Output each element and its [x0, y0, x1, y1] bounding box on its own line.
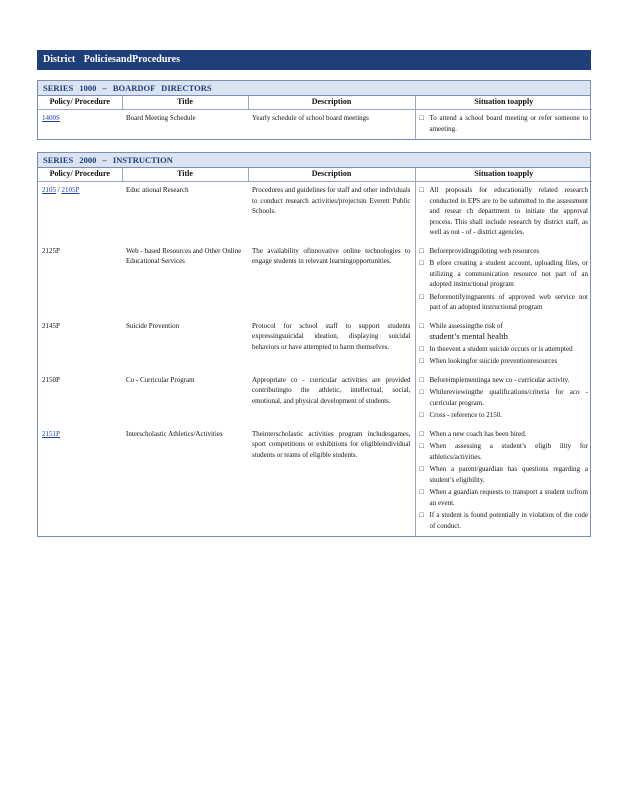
situation-item [420, 375, 589, 386]
situation-cell [415, 426, 592, 537]
checkbox-square-icon: □ [419, 375, 424, 384]
policy-description: Appropriate co - curricular activities are provided contributingto the athletic, intellectual, social, emotional, and physical development of students. [252, 375, 411, 405]
policy-title: Suicide Prevention [126, 321, 180, 330]
series-section [37, 152, 591, 537]
policy-title: Interscholastic Athletics/Activities [126, 429, 223, 438]
situation-item [420, 258, 589, 290]
checkbox-square-icon: □ [419, 186, 424, 194]
column-header-policy: Policy/ Procedure [38, 168, 122, 182]
policy-link[interactable]: 2105P [61, 186, 80, 194]
column-header-description: Description [248, 168, 415, 182]
table-row [38, 243, 592, 318]
policy-link[interactable]: 2151P [42, 429, 60, 438]
situation-emphasis: student’s mental health [429, 331, 508, 341]
column-header-title: Title [122, 168, 248, 182]
policy-table [38, 168, 592, 536]
situation-text: Beforeprovidingpiloting web resources [429, 246, 540, 255]
situation-text: When assessing a student’s eligib ility for athletics/activities. [429, 442, 588, 461]
situation-text: If a student is found potentially in violation of the code of conduct. [429, 511, 588, 530]
policy-number: 2125P [42, 246, 60, 255]
checkbox-square-icon: □ [419, 465, 424, 473]
situation-text: In theevent a student suicide occurs or is attempted [429, 344, 573, 353]
situation-item [420, 510, 589, 531]
policy-description: The availability ofinnovative online technologies to engage students in relevant learningopportunities. [252, 246, 411, 265]
situation-text: When lookingfor suicide preventionresources [429, 357, 558, 365]
policy-number: 2150P [42, 375, 60, 384]
header-row [38, 168, 592, 182]
situation-item [420, 344, 589, 355]
policy-number-cell [38, 243, 122, 318]
situation-item [420, 113, 589, 134]
situation-item [420, 441, 589, 462]
sections-container [37, 80, 591, 537]
table-row [38, 426, 592, 537]
policy-title: Board Meeting Schedule [126, 114, 196, 122]
situation-cell [415, 372, 592, 426]
checkbox-square-icon: □ [419, 488, 424, 496]
checkbox-square-icon: □ [419, 321, 424, 330]
checkbox-square-icon: □ [419, 114, 424, 122]
policy-title: Web - based Resources and Other Online Educational Services [126, 246, 242, 265]
situation-cell [415, 182, 592, 243]
checkbox-square-icon: □ [419, 292, 424, 301]
situation-text: When a parent/guardian has questions regarding a student’s eligibility. [429, 465, 588, 484]
situation-text: All proposals for educationally related research conducted in EPS are to be submitted to the assessment and resear ch department to initiate the approval process. This shall include research by district staff, as well as out - of - district agencies. [429, 186, 588, 236]
series-heading: SERIES 1000 – BOARDOF DIRECTORS [38, 81, 590, 96]
column-header-title: Title [122, 96, 248, 110]
column-header-policy: Policy/ Procedure [38, 96, 122, 110]
table-row [38, 372, 592, 426]
checkbox-square-icon: □ [419, 511, 424, 519]
checkbox-square-icon: □ [419, 442, 424, 450]
checkbox-square-icon: □ [419, 388, 424, 396]
policy-number: 2145P [42, 321, 60, 330]
situation-item [420, 246, 589, 257]
checkbox-square-icon: □ [419, 259, 424, 267]
table-row [38, 110, 592, 140]
situation-item [420, 487, 589, 508]
policy-number-cell [38, 110, 122, 140]
situation-text: Beforeimplementinga new co - curricular activity. [429, 375, 570, 384]
situation-item [420, 321, 589, 342]
column-header-description: Description [248, 96, 415, 110]
checkbox-square-icon: □ [419, 429, 424, 438]
policy-number-cell [38, 426, 122, 537]
situation-item [420, 356, 589, 367]
situation-text: When a guardian requests to transport a student to/from an event. [429, 488, 588, 507]
situation-item [420, 185, 589, 238]
situation-cell [415, 318, 592, 372]
column-header-situation: Situation toapply [415, 96, 592, 110]
situation-text: While assessingthe risk of student’s mental health [430, 321, 589, 342]
document-page [37, 50, 591, 537]
document-title: District PoliciesandProcedures [37, 50, 591, 70]
checkbox-square-icon: □ [419, 344, 424, 353]
policy-description: Protocol for school staff to support students expressingsuicidal ideation, displaying suicidal behaviors or have attempted to harm themselves. [252, 321, 411, 351]
checkbox-square-icon: □ [419, 246, 424, 255]
policy-number-cell [38, 372, 122, 426]
policy-title: Co - Curricular Program [126, 375, 195, 384]
situation-item [420, 464, 589, 485]
policy-description: Theinterscholastic activities program includesgames, sport competitions or exhibitions for eligibleindividual students or teams of eligible students. [252, 429, 411, 459]
checkbox-square-icon: □ [419, 357, 424, 365]
checkbox-square-icon: □ [419, 411, 424, 419]
header-row [38, 96, 592, 110]
situation-item [420, 292, 589, 313]
policy-title: Educ ational Research [126, 186, 189, 194]
situation-cell [415, 243, 592, 318]
situation-text: Beforenotifyingparents of approved web service not part of an adopted instructional program [429, 292, 588, 311]
policy-link[interactable]: 1400S [42, 114, 60, 122]
policy-table [38, 96, 592, 139]
table-row [38, 182, 592, 243]
policy-description: Procedures and guidelines for staff and other individuals to conduct research activities/projectsin Everett Public Schools. [252, 186, 411, 215]
policy-number-cell [38, 318, 122, 372]
situation-item [420, 410, 589, 421]
series-heading: SERIES 2000 – INSTRUCTION [38, 153, 590, 168]
situation-item [420, 387, 589, 408]
situation-text: Cross - reference to 2150. [429, 411, 503, 419]
policy-link[interactable]: 2105 [42, 186, 56, 194]
situation-text: B efore creating a student account, uploading files, or utilizing a communication resource not part of an adopted instructional program [429, 259, 588, 288]
situation-text: To attend a school board meeting or refer someone to ameeting. [429, 114, 588, 133]
policy-description: Yearly schedule of school board meetings [252, 114, 369, 122]
table-row [38, 318, 592, 372]
policy-number-cell: 2105 / 2105P [42, 186, 80, 194]
series-section [37, 80, 591, 140]
column-header-situation: Situation toapply [415, 168, 592, 182]
situation-text: Whilereviewingthe qualifications/criteria for aco - curricular program. [429, 388, 588, 407]
situation-text: When a new coach has been hired. [429, 429, 527, 438]
situation-item [420, 429, 589, 440]
situation-cell [415, 110, 592, 140]
